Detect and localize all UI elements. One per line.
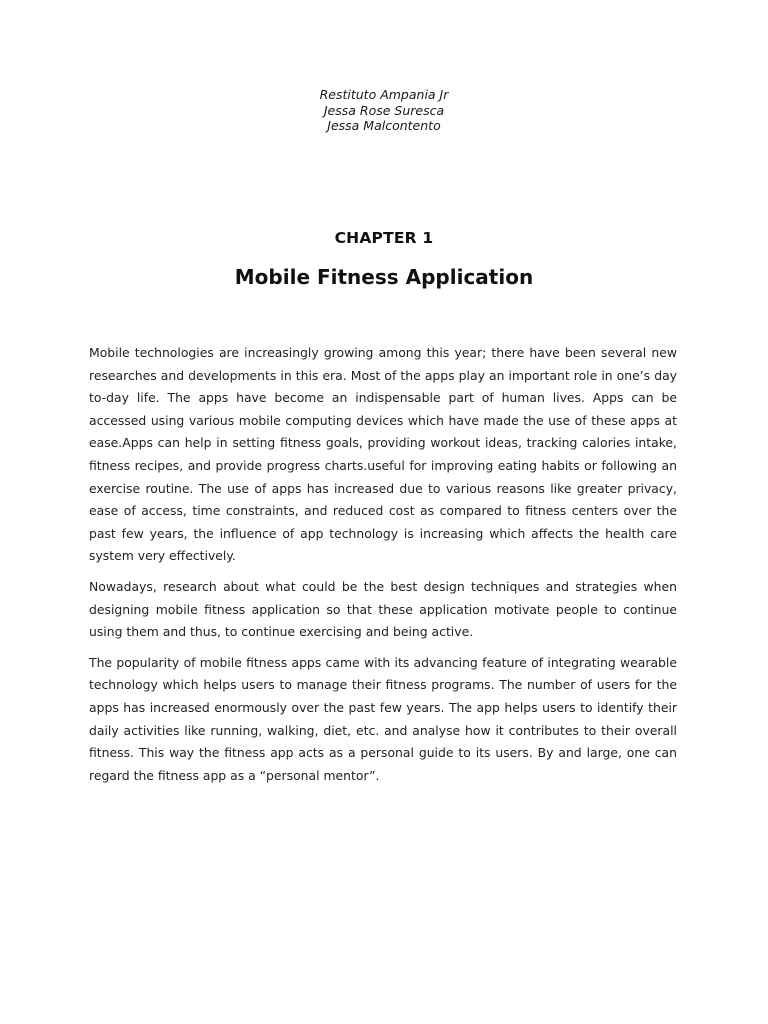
paragraph: Mobile technologies are increasingly growing among this year; there have been several new researches and developments in this era. Most of the apps play an important role in one’s day to-day life. The apps have become an indispensable part of human lives. Apps can be accessed using various mobile computing devices which have made the use of these apps at ease.Apps can help in setting fitness goals, providing workout ideas, tracking calories intake, fitness recipes, and provide progress charts.useful for improving eating habits or following an exercise routine. The use of apps has increased due to various reasons like greater privacy, ease of access, time constraints, and reduced cost as compared to fitness centers over the past few years, the influence of app technology is increasing which affects the health care system very effectively. bbox=[89, 345, 677, 564]
paragraph: The popularity of mobile fitness apps came with its advancing feature of integrating wearable technology which helps users to manage their fitness programs. The number of users for the apps has increased enormously over the past few years. The app helps users to identify their daily activities like running, walking, diet, etc. and analyse how it contributes to their overall fitness. This way the fitness app acts as a personal guide to its users. By and large, one can regard the fitness app as a “personal mentor”. bbox=[89, 654, 677, 783]
paragraph: Nowadays, research about what could be the best design techniques and strategies when designing mobile fitness application so that these application motivate people to continue using them and thus, to continue exercising and being active. bbox=[89, 578, 677, 640]
chapter-heading: CHAPTER 1 bbox=[334, 229, 434, 247]
author-list bbox=[0, 87, 768, 134]
author-name: Jessa Rose Suresca bbox=[323, 102, 445, 118]
author-name: Jessa Malcontento bbox=[327, 118, 441, 133]
author-name: Restituto Ampania Jr bbox=[319, 87, 449, 102]
document-title: Mobile Fitness Application bbox=[234, 265, 534, 289]
body-text bbox=[89, 342, 677, 795]
